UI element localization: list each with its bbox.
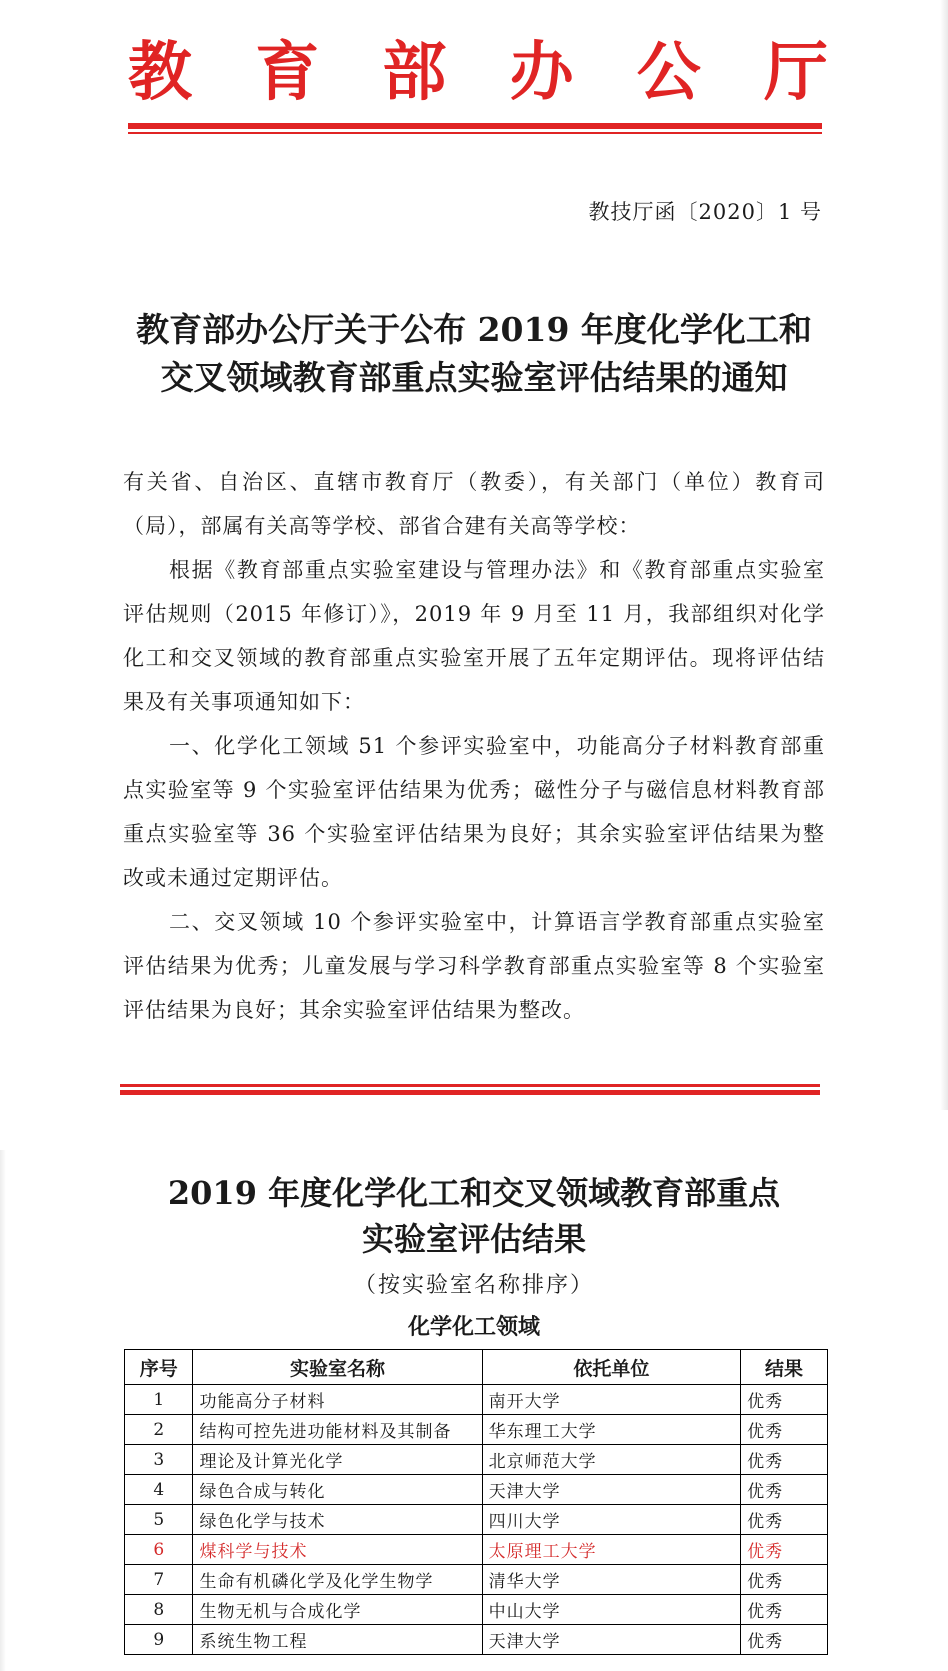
letterhead-red-rule [128, 123, 822, 129]
row-number: 6 [125, 1535, 193, 1565]
table-row [125, 1565, 828, 1595]
table-row-highlighted [125, 1535, 828, 1565]
letterhead-red-rule-thin [128, 132, 822, 134]
letterhead-char: 育 [255, 35, 320, 110]
table-row [125, 1445, 828, 1475]
header-cell-host-unit: 依托单位 [482, 1350, 741, 1385]
section-heading: 化学化工领域 [407, 1315, 540, 1340]
body-paragraph: 一、化学化工领域 51 个参评实验室中，功能高分子材料教育部重点实验室等 9 个实验室评估结果为优秀；磁性分子与磁信息材料教育部重点实验室等 36 个实验室评估结果为良好；其余实验室评估结果为整改或未通过定期评估。 [123, 734, 825, 890]
attachment-subtitle: （按实验室名称排序） [353, 1273, 594, 1298]
lab-name: 理论及计算光化学 [193, 1445, 482, 1475]
result: 优秀 [741, 1505, 828, 1535]
result: 优秀 [741, 1535, 828, 1565]
lab-name: 绿色合成与转化 [193, 1475, 482, 1505]
notice-title-line: 交叉领域教育部重点实验室评估结果的通知 [160, 358, 788, 397]
result: 优秀 [741, 1415, 828, 1445]
table-header-row [125, 1350, 828, 1385]
attachment-title [120, 1170, 828, 1262]
table-row [125, 1595, 828, 1625]
host-unit: 中山大学 [482, 1595, 741, 1625]
results-table [124, 1349, 828, 1655]
body-paragraph: 二、交叉领域 10 个参评实验室中，计算语言学教育部重点实验室评估结果为优秀；儿童发展与学习科学教育部重点实验室等 8 个实验室评估结果为良好；其余实验室评估结果为整改。 [123, 910, 825, 1022]
attachment-title-line: 2019 年度化学化工和交叉领域教育部重点 [167, 1174, 781, 1212]
row-number: 3 [125, 1445, 193, 1475]
result: 优秀 [741, 1565, 828, 1595]
notice-title [110, 306, 838, 402]
letterhead-char: 公 [636, 35, 701, 110]
host-unit: 天津大学 [482, 1625, 741, 1655]
salutation-paragraph: 有关省、自治区、直辖市教育厅（教委），有关部门（单位）教育司（局），部属有关高等学校、部省合建有关高等学校： [123, 470, 825, 538]
host-unit: 南开大学 [482, 1385, 741, 1415]
footer-red-rule-thick [120, 1090, 820, 1095]
notice-title-line: 教育部办公厅关于公布 2019 年度化学化工和 [136, 310, 812, 349]
result: 优秀 [741, 1385, 828, 1415]
host-unit: 太原理工大学 [482, 1535, 741, 1565]
page-edge [940, 0, 948, 1110]
letterhead-char: 办 [509, 35, 574, 110]
table-row [125, 1415, 828, 1445]
host-unit: 北京师范大学 [482, 1445, 741, 1475]
document-number: 教技厅函〔2020〕1 号 [588, 200, 822, 224]
host-unit: 天津大学 [482, 1475, 741, 1505]
body-paragraph: 根据《教育部重点实验室建设与管理办法》和《教育部重点实验室评估规则（2015 年修订）》，2019 年 9 月至 11 月，我部组织对化学化工和交叉领域的教育部重点实验室开展了五年定期评估。现将评估结果及有关事项通知如下： [123, 558, 825, 714]
row-number: 9 [125, 1625, 193, 1655]
page-gap [0, 1110, 948, 1144]
host-unit: 清华大学 [482, 1565, 741, 1595]
host-unit: 华东理工大学 [482, 1415, 741, 1445]
table-row [125, 1625, 828, 1655]
lab-name: 功能高分子材料 [193, 1385, 482, 1415]
row-number: 2 [125, 1415, 193, 1445]
letterhead-char: 部 [382, 35, 447, 110]
host-unit: 四川大学 [482, 1505, 741, 1535]
row-number: 5 [125, 1505, 193, 1535]
letterhead-char: 教 [128, 35, 192, 110]
lab-name: 煤科学与技术 [193, 1535, 482, 1565]
result: 优秀 [741, 1445, 828, 1475]
letterhead [128, 28, 828, 110]
result: 优秀 [741, 1625, 828, 1655]
header-cell-result: 结果 [741, 1350, 828, 1385]
attachment-title-line: 实验室评估结果 [361, 1220, 586, 1258]
result: 优秀 [741, 1595, 828, 1625]
lab-name: 结构可控先进功能材料及其制备 [193, 1415, 482, 1445]
table-row [125, 1475, 828, 1505]
lab-name: 系统生物工程 [193, 1625, 482, 1655]
row-number: 1 [125, 1385, 193, 1415]
page-edge [0, 1150, 6, 1671]
header-cell-lab-name: 实验室名称 [193, 1350, 482, 1385]
lab-name: 生物无机与合成化学 [193, 1595, 482, 1625]
header-cell-number: 序号 [125, 1350, 193, 1385]
lab-name: 生命有机磷化学及化学生物学 [193, 1565, 482, 1595]
table-row [125, 1385, 828, 1415]
table-row [125, 1505, 828, 1535]
row-number: 7 [125, 1565, 193, 1595]
row-number: 4 [125, 1475, 193, 1505]
lab-name: 绿色化学与技术 [193, 1505, 482, 1535]
result: 优秀 [741, 1475, 828, 1505]
footer-red-rule [120, 1084, 820, 1087]
row-number: 8 [125, 1595, 193, 1625]
notice-body [123, 460, 825, 1032]
letterhead-char: 厅 [763, 35, 828, 110]
